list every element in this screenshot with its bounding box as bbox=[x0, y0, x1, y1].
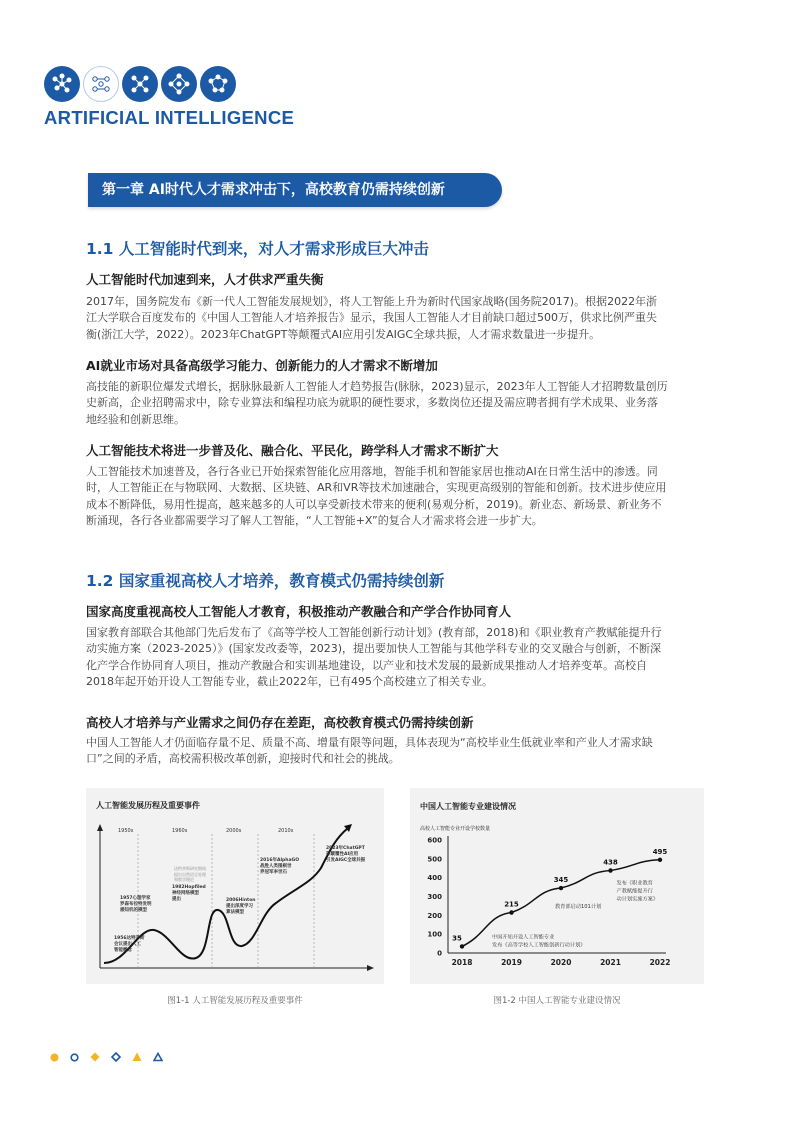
data-point bbox=[460, 944, 464, 948]
paragraph-line: 高技能的新职位爆发式增长，据脉脉最新人工智能人才趋势报告(脉脉，2023)显示，2023年人工智能人才招聘数量创历 bbox=[86, 380, 668, 393]
y-tick-label: 500 bbox=[427, 855, 442, 864]
paragraph-line: 口”之间的矛盾，高校需积极改革创新，迎接时代和社会的挑战。 bbox=[86, 752, 400, 766]
paragraph bbox=[86, 625, 712, 690]
event-line: 1982Hopfiled bbox=[172, 885, 206, 890]
data-label: 345 bbox=[553, 876, 569, 885]
data-point bbox=[559, 886, 563, 890]
event-line: 1956达特茅斯 bbox=[114, 936, 145, 941]
line-chart-svg bbox=[410, 788, 704, 984]
paragraph-line: 断涌现，各行各业都需要学习了解人工智能，“人工智能+X”的复合人才需求将会进一步扩大。 bbox=[86, 513, 543, 527]
decade-label: 2000s bbox=[226, 828, 242, 834]
annotation-text: 动计划实施方案》 bbox=[616, 896, 659, 903]
paragraph-line: 成本不断降低，易用性提高，越来越多的人可以享受新技术带来的便利(易观分析，2019)。新业态、新场景、新业务不 bbox=[86, 497, 662, 511]
footer-diamond-icon bbox=[90, 1047, 100, 1066]
data-label: 35 bbox=[452, 934, 462, 943]
data-point bbox=[658, 858, 662, 862]
footer-triangle-icon bbox=[153, 1047, 163, 1066]
annotation-text: 产教赋能提升行 bbox=[616, 888, 653, 895]
event-line: 感知机的模型 bbox=[120, 908, 147, 913]
section-heading: 1.1 人工智能时代到来，对人才需求形成巨大冲击 bbox=[86, 240, 429, 258]
event-label bbox=[120, 896, 152, 914]
paragraph-line: 地经验和创新思维。 bbox=[86, 412, 185, 426]
event-line: 1957心理学家 bbox=[120, 896, 151, 901]
paragraph-line: 化产学合作协同育人项目，推动产教融合和实训基地建设，以产业和技术发展的最新成果推动人才培养变革。高校自 bbox=[86, 658, 647, 672]
decade-label: 1960s bbox=[172, 828, 188, 834]
paragraph-line: 史新高，企业招聘需求中，除专业算法和编程功底为就职的硬性要求，多数岗位还提及需应聘者拥有学术成果、业务落 bbox=[86, 396, 658, 410]
decade-label: 2010s bbox=[278, 828, 294, 834]
footer-triangle-icon bbox=[132, 1047, 142, 1066]
event-line: 等颠覆性AI应用 bbox=[326, 852, 359, 857]
subsection-title: 高校人才培养与产业需求之间仍存在差距，高校教育模式仍需持续创新 bbox=[86, 715, 474, 730]
paragraph-line: 2018年起开始开设人工智能专业，截止2022年，已有495个高校建立了相关专业。 bbox=[86, 674, 493, 688]
data-label: 495 bbox=[652, 847, 668, 856]
event-line: 罗森布拉特发明 bbox=[120, 902, 152, 907]
event-label bbox=[226, 898, 255, 916]
network-globe-icon bbox=[122, 66, 158, 102]
paragraph-line: 动实施方案（2023-2025）》(国家发改委等，2023)，提出要加快人工智能与其他学科专业的交叉融合与创新，不断深 bbox=[86, 642, 662, 656]
x-axis-arrow bbox=[367, 965, 374, 971]
event-line: 神经网络模型 bbox=[172, 891, 199, 896]
event-label bbox=[260, 858, 299, 876]
event-line: 战胜人类围棋世 bbox=[260, 864, 292, 869]
y-tick-label: 0 bbox=[437, 949, 442, 958]
event-line: 提出深度学习 bbox=[226, 904, 253, 909]
data-point bbox=[509, 910, 513, 914]
paragraph-line: 江大学联合百度发布的《中国人工智能人才培养报告》显示，我国人工智能人才目前缺口超过500万，供求比例严重失 bbox=[86, 311, 657, 325]
chart-caption: 图1-2 中国人工智能专业建设情况 bbox=[493, 996, 621, 1006]
history-curve-chart bbox=[86, 788, 384, 984]
subsection-title: 国家高度重视高校人工智能人才教育，积极推动产教融合和产学合作协同育人 bbox=[86, 604, 512, 619]
figure-title: 人工智能发展历程及重要事件 bbox=[96, 801, 200, 810]
x-tick-label: 2020 bbox=[550, 958, 572, 967]
event-line: 引发AIGC全球共振 bbox=[326, 858, 366, 863]
network-globe-icon bbox=[44, 66, 80, 102]
chapter-banner: 第一章 AI时代人才需求冲击下，高校教育仍需持续创新 bbox=[88, 173, 502, 207]
event-line: 和数学理论 bbox=[174, 877, 194, 882]
figure-major-chart bbox=[410, 788, 704, 984]
paragraph-line: 2017年，国务院发布《新一代人工智能发展规划》，将人工智能上升为新时代国家战略(国务院2017)。根据2022年浙 bbox=[86, 295, 658, 308]
network-globe-icon bbox=[200, 66, 236, 102]
event-line: 2006Hinton bbox=[226, 898, 256, 903]
event-line: 智能概念 bbox=[114, 948, 132, 953]
subsection-title: AI就业市场对具备高级学习能力、创新能力的人才需求不断增加 bbox=[86, 358, 438, 373]
x-tick-label: 2019 bbox=[501, 958, 522, 967]
y-tick-label: 200 bbox=[427, 911, 442, 920]
network-globe-icon bbox=[161, 66, 197, 102]
y-tick-label: 100 bbox=[427, 930, 442, 939]
footer-circle-icon bbox=[70, 1047, 79, 1066]
event-label bbox=[114, 936, 145, 954]
paragraph-line: 国家教育部联合其他部门先后发布了《高等学校人工智能创新行动计划》(教育部，2018)和《职业教育产教赋能提升行 bbox=[86, 626, 662, 639]
paragraph-line: 人工智能技术加速普及，各行各业已开始探索智能化应用落地，智能手机和智能家居也推动AI在日常生活中的渗透。同 bbox=[86, 465, 658, 478]
footer-diamond-icon bbox=[111, 1047, 121, 1066]
paragraph bbox=[86, 735, 712, 768]
figure-ai-history bbox=[86, 788, 384, 984]
event-label bbox=[174, 866, 206, 883]
data-label: 215 bbox=[504, 900, 519, 909]
paragraph bbox=[86, 294, 712, 343]
x-tick-label: 2021 bbox=[600, 958, 621, 967]
subsection-title: 人工智能技术将进一步普及化、融合化、平民化，跨学科人才需求不断扩大 bbox=[86, 443, 499, 458]
decade-label: 1950s bbox=[118, 828, 134, 834]
annotation-text: 发布《高等学校人工智能创新行动计划》 bbox=[492, 942, 586, 949]
event-line: 2023年ChatGPT bbox=[326, 846, 365, 851]
annotation-text: 教育部启动101计划 bbox=[555, 904, 602, 911]
event-label bbox=[326, 846, 365, 864]
annotation-text: 发布《职业教育 bbox=[616, 880, 653, 887]
footer-circle-icon bbox=[50, 1047, 59, 1066]
figure-caption: 图1-1 人工智能发展历程及重要事件 bbox=[167, 996, 303, 1006]
logo-icons bbox=[44, 66, 236, 102]
y-axis-arrow bbox=[97, 824, 103, 831]
paragraph bbox=[86, 379, 712, 428]
y-axis-label: 高校人工智能专业开设学校数量 bbox=[420, 826, 491, 832]
y-tick-label: 300 bbox=[427, 893, 442, 901]
event-label bbox=[172, 885, 206, 903]
annotation-text: 中国开始开设人工智能专业 bbox=[492, 934, 555, 941]
brand-title: ARTIFICIAL INTELLIGENCE bbox=[44, 107, 295, 128]
event-line: 界冠军李世石 bbox=[260, 870, 287, 875]
y-tick-label: 600 bbox=[427, 836, 442, 845]
event-line: 会议提出人工 bbox=[114, 942, 141, 947]
paragraph-line: 中国人工智能人才仍面临存量不足、质量不高、增量有限等问题，具体表现为“高校毕业生低就业率和产业人才需求缺 bbox=[86, 736, 653, 749]
event-line: 提出 bbox=[172, 897, 181, 902]
x-tick-label: 2022 bbox=[649, 958, 671, 967]
paragraph bbox=[86, 464, 712, 529]
y-tick-label: 400 bbox=[427, 874, 442, 883]
subsection-title: 人工智能时代加速到来，人才供求严重失衡 bbox=[86, 272, 324, 287]
paragraph-line: 衡(浙江大学，2022）。2023年ChatGPT等颠覆式AI应用引发AIGC全球共振，人才需求数量进一步提升。 bbox=[86, 327, 601, 341]
data-label: 438 bbox=[603, 858, 618, 867]
circuit-network-icon bbox=[83, 66, 119, 102]
event-line: 提出自然语言处理 bbox=[174, 871, 206, 877]
event-line: 达特茅斯研究期间 bbox=[174, 866, 206, 871]
data-point bbox=[608, 868, 612, 872]
chart-title: 中国人工智能专业建设情况 bbox=[420, 802, 516, 811]
section-heading: 1.2 国家重视高校人才培养，教育模式仍需持续创新 bbox=[86, 572, 445, 590]
x-tick-label: 2018 bbox=[451, 958, 473, 967]
event-line: 2016年AlphaGO bbox=[260, 858, 300, 863]
event-line: 算法模型 bbox=[226, 910, 244, 915]
paragraph-line: 时，人工智能正在与物联网、大数据、区块链、AR和VR等技术加速融合，实现更高级别的智能和创新。技术进步使应用 bbox=[86, 481, 667, 495]
